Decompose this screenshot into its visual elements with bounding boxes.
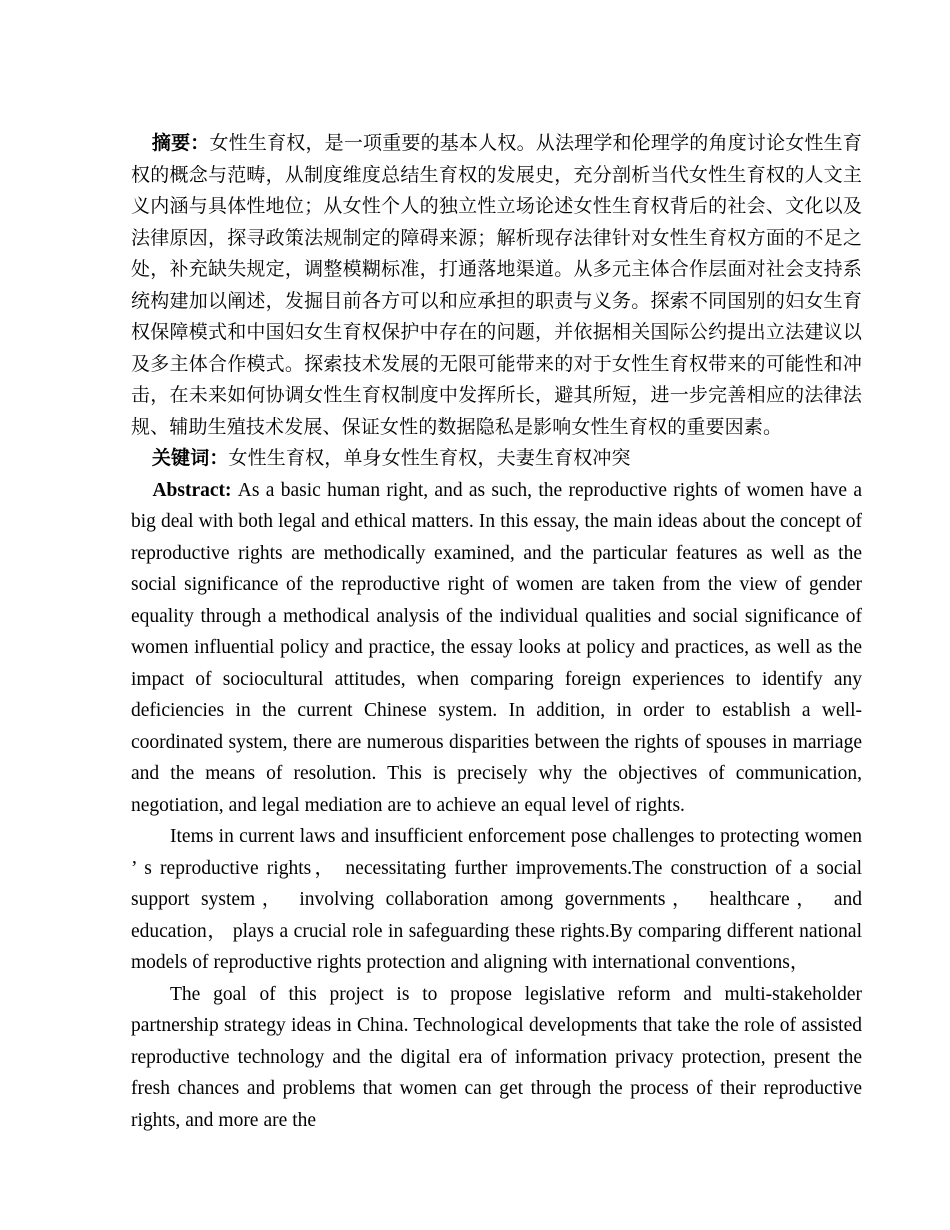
page-text-column [131, 128, 862, 1136]
chinese-keywords-line [131, 443, 862, 475]
english-abstract-label: Abstract: [152, 479, 238, 501]
english-abstract-paragraph-3: The goal of this project is to propose legislative reform and multi-stakeholder partnership strategy ideas in China. Technological developments that take the role of assisted reproductive technology and the digital era of information privacy protection, present the fresh chances and problems that women can get through the process of their reproductive rights, and more are the [131, 983, 862, 1131]
english-abstract-body-1: As a basic human right, and as such, the reproductive rights of women have a big deal with both legal and ethical matters. In this essay, the main ideas about the concept of reproductive rights are methodically examined, and the particular features as well as the social significance of the reproductive right of women are taken from the view of gender equality through a methodical analysis of the individual qualities and social significance of women influential policy and practice, the essay looks at policy and practices, as well as the impact of sociocultural attitudes, when comparing foreign experiences to identify any deficiencies in the current Chinese system. In addition, in order to establish a well-coordinated system, there are numerous disparities between the rights of spouses in marriage and the means of resolution. This is precisely why the objectives of communication, negotiation, and legal mediation are to achieve an equal level of rights. [131, 479, 862, 816]
chinese-abstract-body: 女性生育权，是一项重要的基本人权。从法理学和伦理学的角度讨论女性生育权的概念与范畴，从制度维度总结生育权的发展史，充分剖析当代女性生育权的人文主义内涵与具体性地位；从女性个人的独立性立场论述女性生育权背后的社会、文化以及法律原因，探寻政策法规制定的障碍来源；解析现存法律针对女性生育权方面的不足之处，补充缺失规定，调整模糊标准，打通落地渠道。从多元主体合作层面对社会支持系统构建加以阐述，发掘目前各方可以和应承担的职责与义务。探索不同国别的妇女生育权保障模式和中国妇女生育权保护中存在的问题，并依据相关国际公约提出立法建议以及多主体合作模式。探索技术发展的无限可能带来的对于女性生育权带来的可能性和冲击，在未来如何协调女性生育权制度中发挥所长，避其所短，进一步完善相应的法律法规、辅助生殖技术发展、保证女性的数据隐私是影响女性生育权的重要因素。 [131, 132, 863, 438]
chinese-abstract-paragraph [131, 128, 862, 443]
chinese-keywords-label: 关键词： [151, 447, 229, 469]
chinese-abstract-label: 摘要： [151, 132, 210, 154]
english-abstract-paragraph-2: Items in current laws and insufficient enforcement pose challenges to protecting women ’ s reproductive rights， necessitating further improvements.The construction of a social support system， involving collaboration among governments， healthcare， and education， plays a crucial role in safeguarding these rights.By comparing different national models of reproductive rights protection and aligning with international conventions， [131, 826, 862, 973]
chinese-keywords-value: 女性生育权，单身女性生育权，夫妻生育权冲突 [228, 447, 631, 469]
english-abstract-paragraph-1 [131, 475, 862, 822]
